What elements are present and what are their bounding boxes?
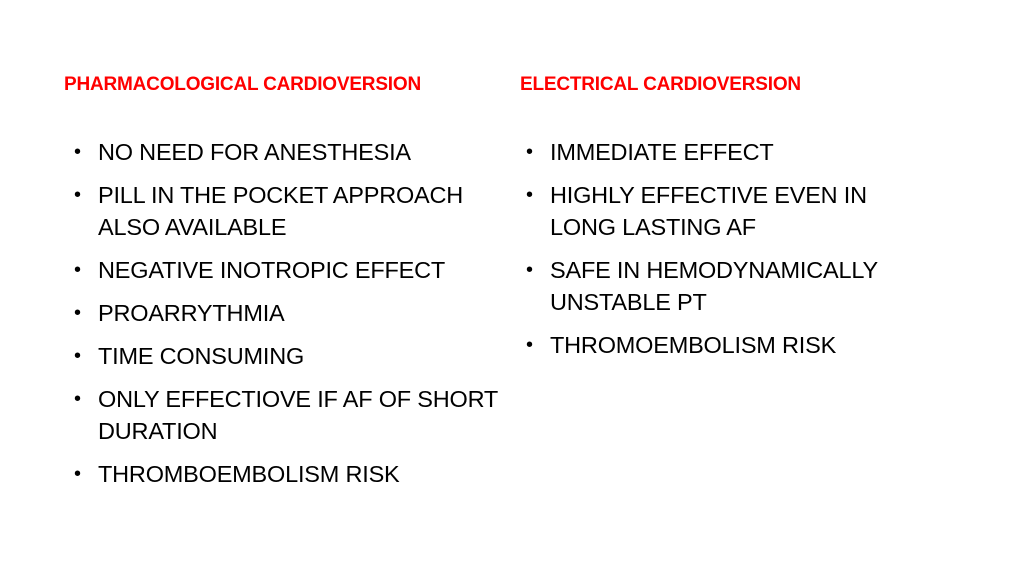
list-item: [74, 254, 498, 286]
list-item: [74, 179, 498, 243]
list-item-text: THROMOEMBOLISM RISK: [550, 332, 837, 358]
bullet-icon: •: [74, 345, 81, 367]
list-item-text: HIGHLY EFFECTIVE EVEN IN LONG LASTING AF: [550, 182, 867, 240]
list-item: [526, 329, 930, 361]
bullet-icon: •: [526, 184, 533, 206]
list-item-text: SAFE IN HEMODYNAMICALLY UNSTABLE PT: [550, 257, 878, 315]
list-item-text: IMMEDIATE EFFECT: [550, 139, 774, 165]
list-item-text: NO NEED FOR ANESTHESIA: [98, 139, 411, 165]
list-item: [74, 458, 498, 490]
bullet-icon: •: [74, 141, 81, 163]
bullet-icon: •: [74, 259, 81, 281]
bullet-icon: •: [74, 302, 81, 324]
bullet-icon: •: [74, 463, 81, 485]
list-item-text: PROARRYTHMIA: [98, 300, 285, 326]
electrical-heading: ELECTRICAL CARDIOVERSION: [520, 74, 801, 95]
pharmacological-list: [74, 136, 498, 501]
list-item-text: THROMBOEMBOLISM RISK: [98, 461, 400, 487]
list-item: [526, 254, 930, 318]
list-item-text: TIME CONSUMING: [98, 343, 305, 369]
list-item-text: ONLY EFFECTIOVE IF AF OF SHORT DURATION: [98, 386, 498, 444]
bullet-icon: •: [526, 334, 533, 356]
list-item: [74, 383, 498, 447]
list-item: [526, 136, 930, 168]
list-item: [74, 340, 498, 372]
list-item: [74, 297, 498, 329]
list-item-text: NEGATIVE INOTROPIC EFFECT: [98, 257, 446, 283]
electrical-list: [526, 136, 930, 372]
bullet-icon: •: [74, 388, 81, 410]
bullet-icon: •: [526, 259, 533, 281]
list-item: [74, 136, 498, 168]
pharmacological-heading: PHARMACOLOGICAL CARDIOVERSION: [64, 74, 421, 95]
bullet-icon: •: [526, 141, 533, 163]
list-item: [526, 179, 930, 243]
bullet-icon: •: [74, 184, 81, 206]
list-item-text: PILL IN THE POCKET APPROACH ALSO AVAILABLE: [98, 182, 464, 240]
